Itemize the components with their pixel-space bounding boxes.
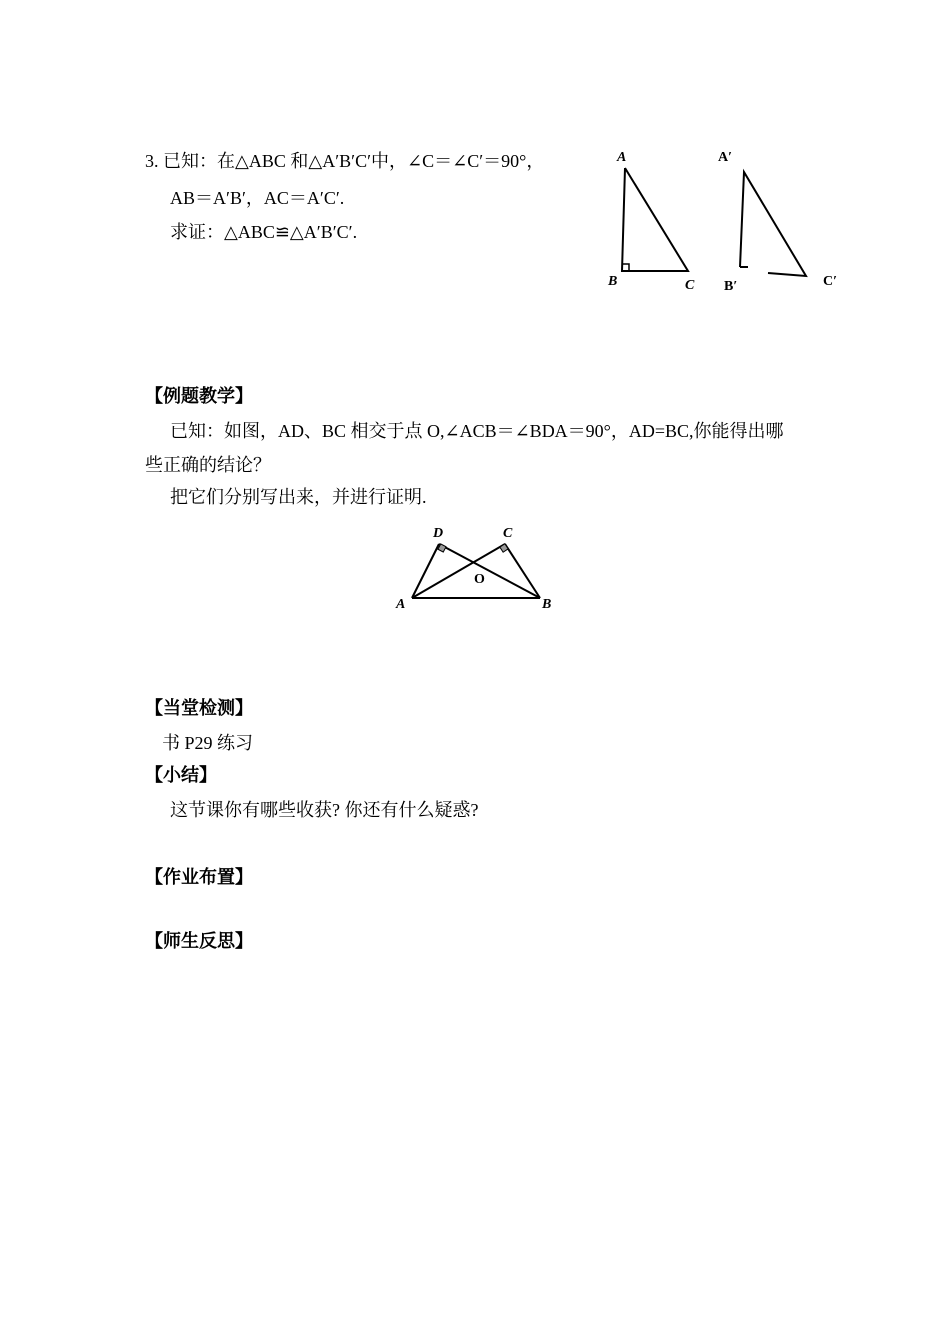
reflection-heading: 【师生反思】 <box>145 931 253 952</box>
triangle-a2b2c2 <box>740 172 806 276</box>
label-a-prime: A′ <box>718 150 733 165</box>
problem3-line3: 求证：△ABC≌△A′B′C′. <box>170 222 358 242</box>
label-a: A <box>617 150 627 165</box>
example-heading: 【例题教学】 <box>145 386 253 407</box>
label-b-prime: B′ <box>724 279 738 294</box>
problem3-line2: AB＝A′B′，AC＝A′C′. <box>170 188 345 208</box>
figure-two-right-triangles <box>600 140 860 300</box>
check-heading: 【当堂检测】 <box>145 698 253 719</box>
label-d: D <box>433 526 444 541</box>
label-a: A <box>396 597 406 612</box>
check-text: 书 P29 练习 <box>162 733 254 753</box>
example-line3: 把它们分别写出来，并进行证明. <box>170 487 427 507</box>
homework-heading: 【作业布置】 <box>145 867 253 888</box>
label-b: B <box>542 597 552 612</box>
label-c: C <box>503 526 513 541</box>
summary-text: 这节课你有哪些收获? 你还有什么疑惑? <box>170 800 479 820</box>
triangle-abc <box>622 168 688 271</box>
problem3-line1: 3. 已知：在△ABC 和△A′B′C′中，∠C＝∠C′＝90°， <box>145 151 545 171</box>
right-angle-mark-c <box>500 544 508 552</box>
summary-heading: 【小结】 <box>145 765 217 786</box>
label-o: O <box>474 572 485 587</box>
figure-crossing-triangles <box>395 522 565 612</box>
example-line1: 已知：如图，AD、BC 相交于点 O,∠ACB＝∠BDA＝90°，AD=BC,你能得出哪 <box>170 421 784 441</box>
example-line2: 些正确的结论？ <box>145 455 271 475</box>
label-b: B <box>608 274 618 289</box>
segment-bc <box>505 544 540 598</box>
label-c: C <box>685 278 695 293</box>
label-c-prime: C′ <box>823 274 838 289</box>
